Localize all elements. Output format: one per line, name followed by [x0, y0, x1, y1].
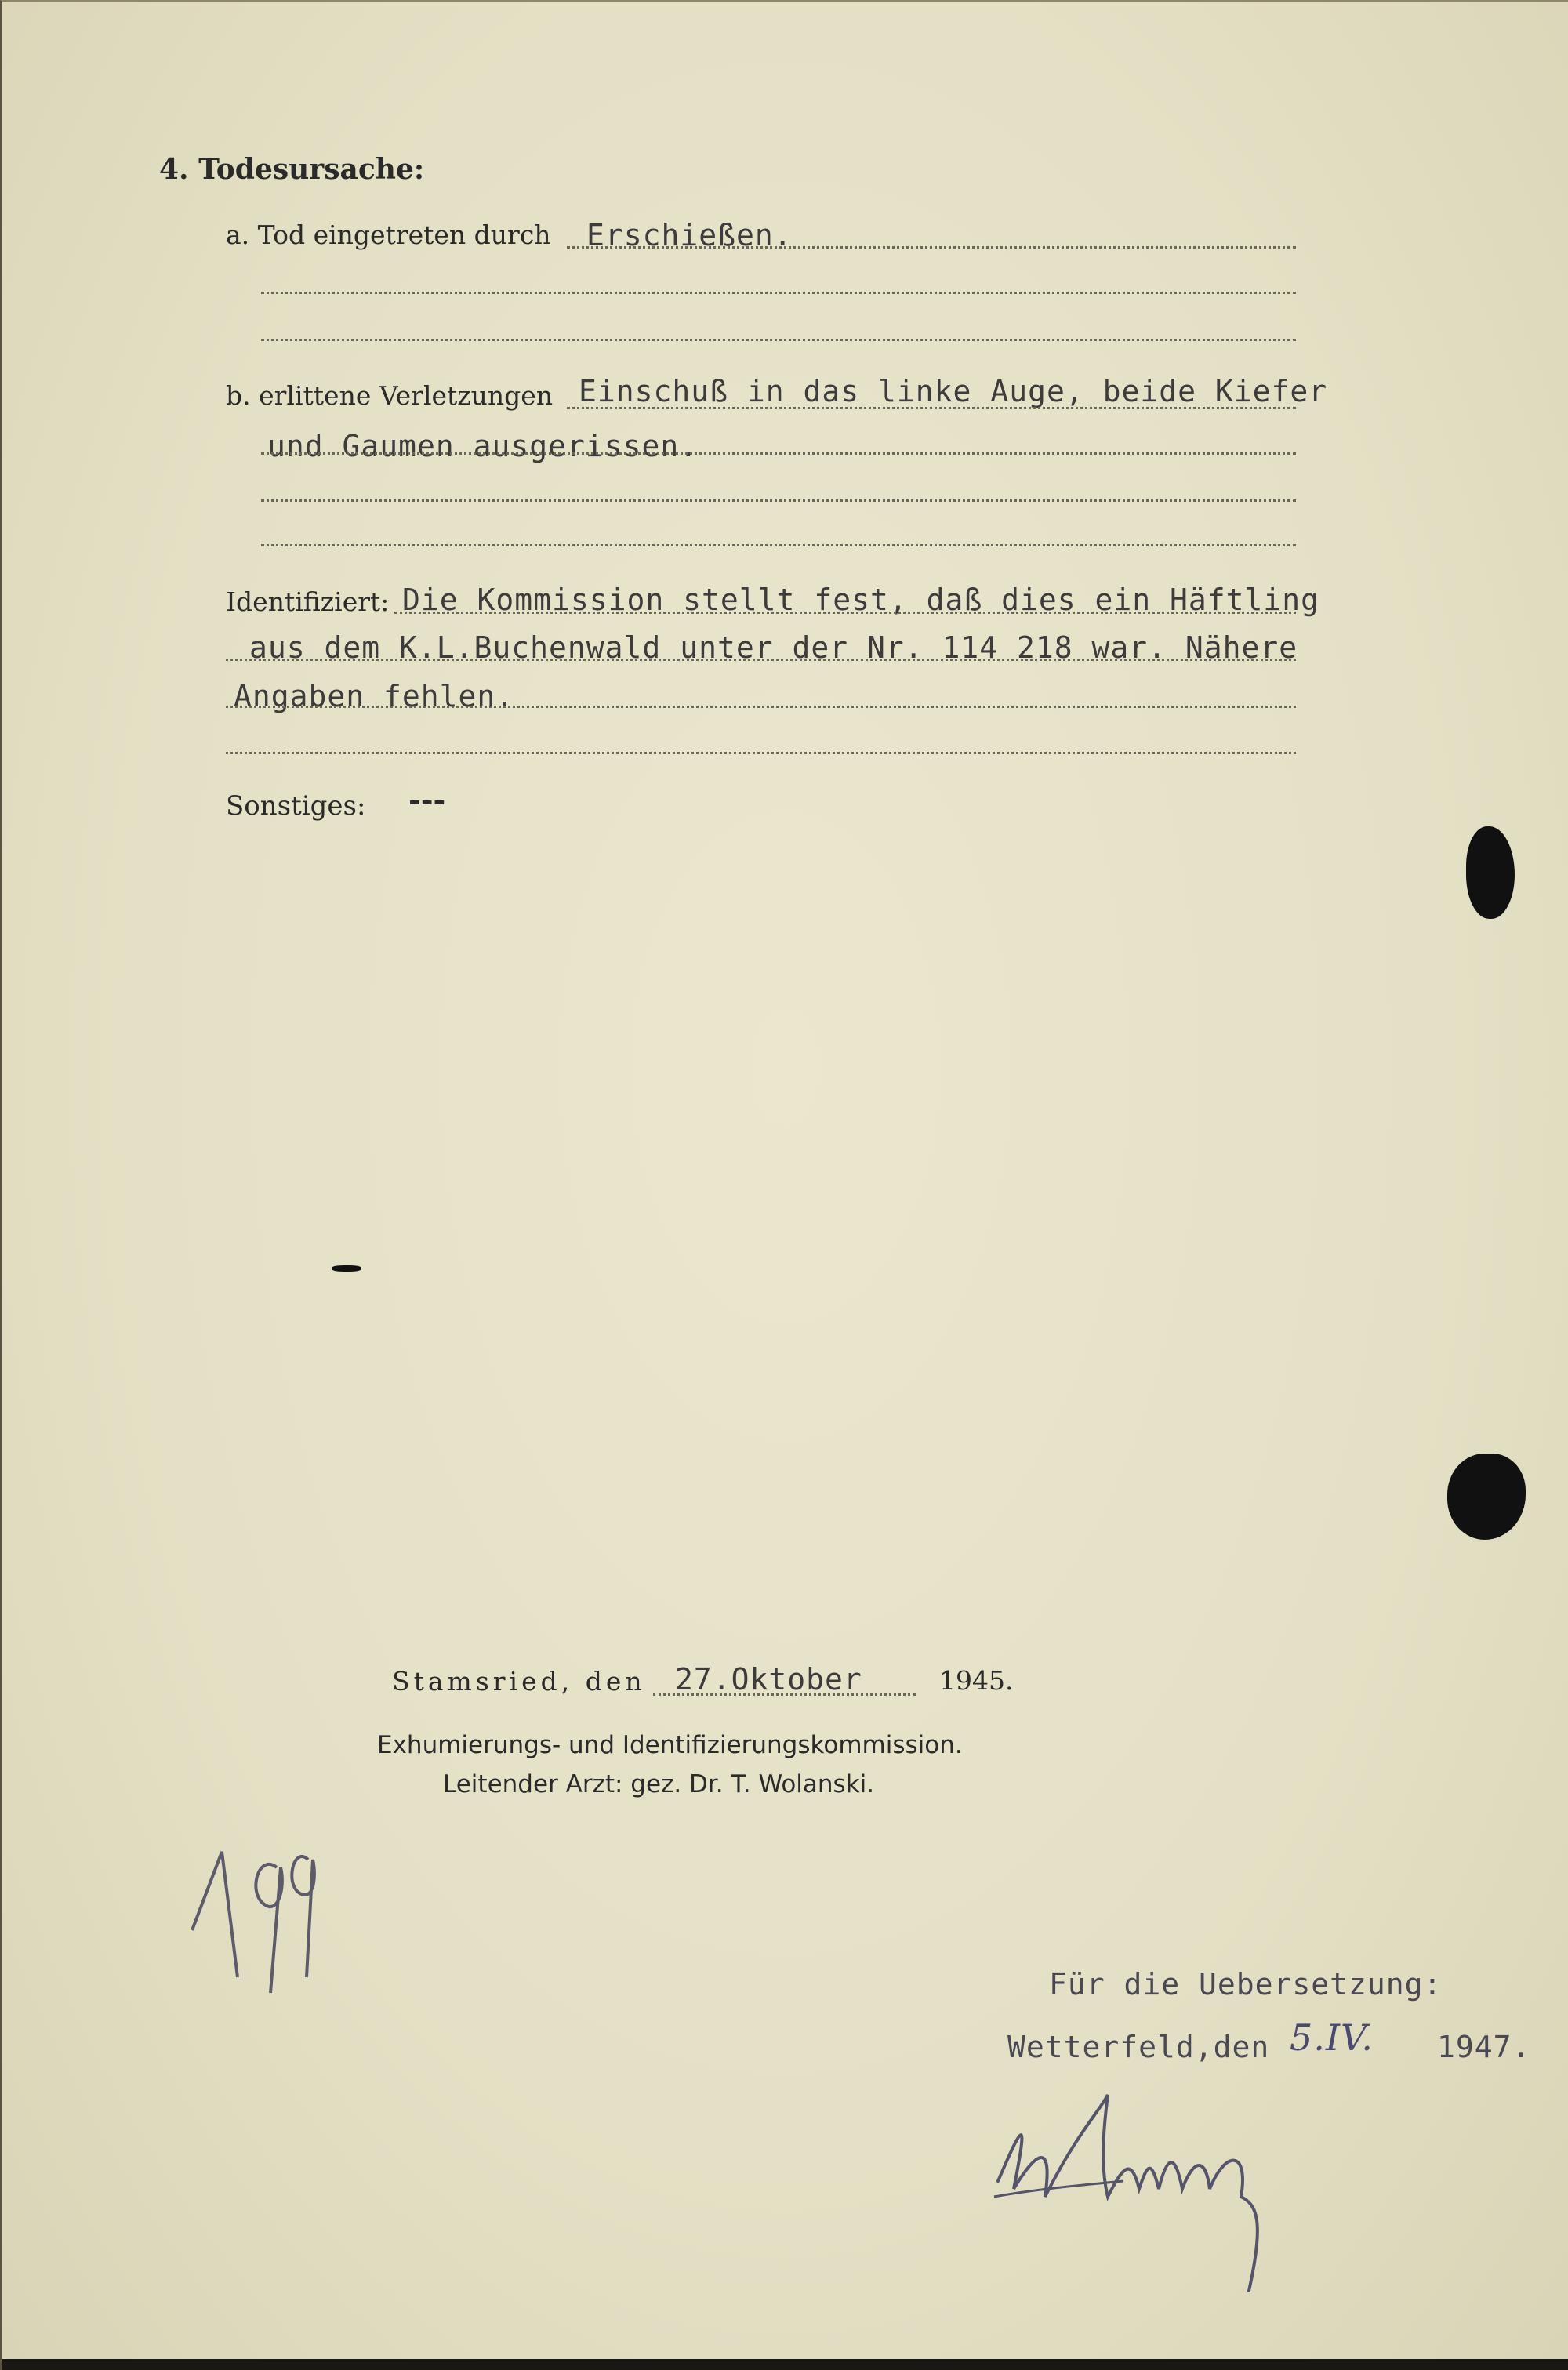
dotted-line — [394, 612, 1296, 614]
doctor-name: Leitender Arzt: gez. Dr. T. Wolanski. — [443, 1770, 875, 1798]
cause-value: Erschießen. — [586, 218, 793, 252]
dotted-line — [653, 1693, 916, 1696]
dotted-line — [226, 752, 1296, 754]
place-year: 1945. — [939, 1665, 1014, 1696]
identified-label: Identifiziert: — [226, 586, 390, 617]
dotted-line — [261, 339, 1296, 341]
dotted-line — [226, 706, 1296, 708]
injuries-label: b. erlittene Verletzungen — [226, 380, 554, 411]
injuries-line-1: Einschuß in das linke Auge, beide Kiefer — [579, 374, 1328, 408]
place-date: 27.Oktober — [675, 1662, 862, 1697]
speck — [332, 1265, 361, 1272]
punch-hole — [1466, 826, 1515, 919]
handwritten-page-number — [183, 1820, 324, 2001]
identified-line-2: aus dem K.L.Buchenwald unter der Nr. 114 218 war. Nähere — [249, 630, 1298, 665]
section-heading: 4. Todesursache: — [159, 153, 425, 186]
injuries-line-2: und Gaumen ausgerissen. — [267, 429, 699, 463]
page-edge-shadow — [2, 2359, 1568, 2370]
translation-year: 1947. — [1437, 2030, 1531, 2064]
commission-name: Exhumierungs- und Identifizierungskommission. — [377, 1731, 963, 1759]
other-label: Sonstiges: — [226, 790, 366, 822]
translation-place: Wetterfeld,den — [1007, 2030, 1270, 2064]
dotted-line — [226, 659, 1296, 661]
cause-label: a. Tod eingetreten durch — [226, 220, 551, 250]
signature-werling — [990, 2079, 1304, 2299]
translation-note: Für die Uebersetzung: — [1049, 1967, 1443, 2002]
identified-line-1: Die Kommission stellt fest, daß dies ein Häftling — [402, 583, 1320, 617]
dotted-line — [261, 292, 1296, 294]
dotted-line — [567, 407, 1296, 409]
translation-date: 5.IV. — [1290, 2016, 1374, 2059]
punch-hole — [1447, 1454, 1526, 1540]
dotted-line — [567, 246, 1296, 249]
place-label: Stamsried, den — [392, 1666, 646, 1697]
identified-line-3: Angaben fehlen. — [234, 679, 515, 713]
dotted-line — [261, 499, 1296, 502]
other-value: --- — [408, 782, 446, 818]
dotted-line — [261, 452, 1296, 455]
dotted-line — [261, 544, 1296, 546]
